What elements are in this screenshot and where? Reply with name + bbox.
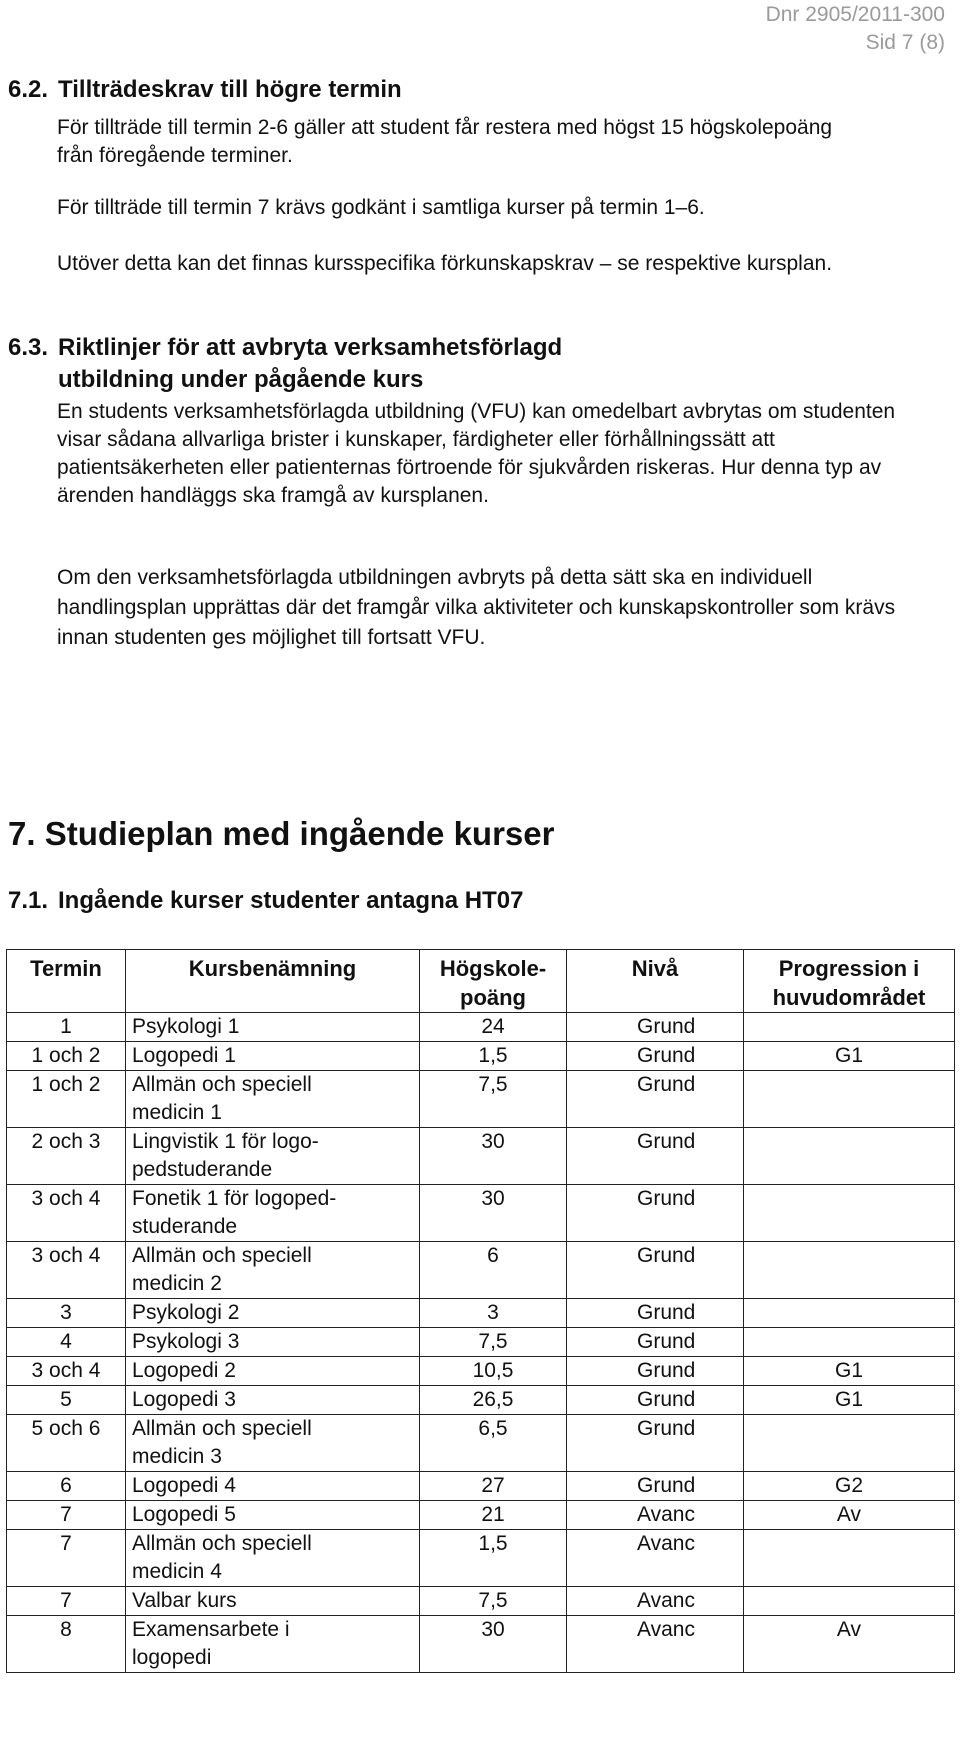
table-row: [7, 1242, 955, 1299]
section-title: Ingående kurser studenter antagna HT07: [58, 887, 524, 914]
cell-kursbenamning: Psykologi 1: [126, 1013, 420, 1042]
cell-termin: 5 och 6: [7, 1415, 126, 1472]
paragraph: För tillträde till termin 2-6 gäller att student får restera med högst 15 högskolepoäng från föregående terminer.: [57, 116, 833, 167]
table-row: [7, 1530, 955, 1587]
cell-niva: Grund: [567, 1071, 744, 1128]
cell-hogskolepoang: 1,5: [420, 1042, 567, 1071]
cell-progression: [744, 1128, 955, 1185]
cell-niva: Grund: [567, 1328, 744, 1357]
cell-hogskolepoang: 6: [420, 1242, 567, 1299]
table-row: [7, 1501, 955, 1530]
cell-niva: Grund: [567, 1357, 744, 1386]
cell-hogskolepoang: 10,5: [420, 1357, 567, 1386]
cell-progression: [744, 1071, 955, 1128]
cell-hogskolepoang: 7,5: [420, 1587, 567, 1616]
cell-progression: [744, 1299, 955, 1328]
cell-niva: Avanc: [567, 1530, 744, 1587]
section-7-1-heading: [8, 886, 523, 916]
cell-termin: 1 och 2: [7, 1071, 126, 1128]
table-row: [7, 1013, 955, 1042]
section-6-2-heading: [8, 75, 402, 105]
cell-progression: [744, 1587, 955, 1616]
cell-niva: Grund: [567, 1472, 744, 1501]
section-number: 6.2.: [8, 76, 49, 103]
cell-termin: 5: [7, 1386, 126, 1415]
table-header-row: [7, 950, 955, 1013]
section-title-line-2: utbildning under pågående kurs: [58, 366, 424, 393]
cell-progression: G1: [744, 1042, 955, 1071]
cell-niva: Grund: [567, 1013, 744, 1042]
cell-hogskolepoang: 30: [420, 1185, 567, 1242]
cell-hogskolepoang: 1,5: [420, 1530, 567, 1587]
table-row: [7, 1042, 955, 1071]
cell-termin: 3 och 4: [7, 1357, 126, 1386]
paragraph: En students verksamhetsförlagda utbildning (VFU) kan omedelbart avbrytas om studenten visar sådana allvarliga brister i kunskaper, färdigheter eller förhållningssätt att patientsäkerheten eller patienternas förtroende för sjukvården riskeras. Hur denna typ av ärenden handläggs ska framgå av kursplanen.: [57, 400, 896, 507]
cell-termin: 6: [7, 1472, 126, 1501]
page-number: Sid 7 (8): [865, 31, 945, 54]
section-6-3-heading: [8, 332, 562, 396]
cell-kursbenamning: Fonetik 1 för logoped- studerande: [126, 1185, 420, 1242]
column-header-kursbenamning: Kursbenämning: [126, 950, 420, 1013]
cell-termin: 7: [7, 1501, 126, 1530]
paragraph: Utöver detta kan det finnas kursspecifika förkunskapskrav – se respektive kursplan.: [57, 252, 833, 275]
cell-hogskolepoang: 7,5: [420, 1071, 567, 1128]
cell-progression: [744, 1328, 955, 1357]
cell-kursbenamning: Lingvistik 1 för logo- pedstuderande: [126, 1128, 420, 1185]
section-number: 6.3.: [8, 334, 49, 361]
column-header-hogskolepoang: Högskole- poäng: [420, 950, 567, 1013]
cell-kursbenamning: Logopedi 4: [126, 1472, 420, 1501]
cell-hogskolepoang: 24: [420, 1013, 567, 1042]
cell-termin: 2 och 3: [7, 1128, 126, 1185]
cell-niva: Grund: [567, 1415, 744, 1472]
cell-progression: [744, 1530, 955, 1587]
paragraph: För tillträde till termin 7 krävs godkänt i samtliga kurser på termin 1‒6.: [57, 196, 705, 219]
cell-kursbenamning: Allmän och speciell medicin 4: [126, 1530, 420, 1587]
table-row: [7, 1328, 955, 1357]
cell-progression: Av: [744, 1616, 955, 1673]
table-row: [7, 1472, 955, 1501]
cell-niva: Grund: [567, 1042, 744, 1071]
table-row: [7, 1357, 955, 1386]
cell-niva: Grund: [567, 1299, 744, 1328]
cell-kursbenamning: Psykologi 2: [126, 1299, 420, 1328]
cell-termin: 1 och 2: [7, 1042, 126, 1071]
table-row: [7, 1415, 955, 1472]
table-row: [7, 1616, 955, 1673]
cell-niva: Grund: [567, 1242, 744, 1299]
table-row: [7, 1071, 955, 1128]
cell-progression: [744, 1185, 955, 1242]
cell-termin: 3 och 4: [7, 1185, 126, 1242]
cell-termin: 3: [7, 1299, 126, 1328]
cell-niva: Avanc: [567, 1616, 744, 1673]
cell-niva: Avanc: [567, 1587, 744, 1616]
cell-kursbenamning: Allmän och speciell medicin 3: [126, 1415, 420, 1472]
cell-kursbenamning: Logopedi 1: [126, 1042, 420, 1071]
cell-niva: Grund: [567, 1386, 744, 1415]
cell-progression: G1: [744, 1386, 955, 1415]
paragraph: Om den verksamhetsförlagda utbildningen avbryts på detta sätt ska en individuell handlingsplan upprättas där det framgår vilka aktiviteter och kunskapskontroller som krävs innan studenten ges möjlighet till fortsatt VFU.: [57, 566, 896, 649]
column-header-progression: Progression i huvudområdet: [744, 950, 955, 1013]
table-row: [7, 1587, 955, 1616]
cell-termin: 7: [7, 1587, 126, 1616]
cell-niva: Avanc: [567, 1501, 744, 1530]
column-header-termin: Termin: [7, 950, 126, 1013]
cell-kursbenamning: Allmän och speciell medicin 2: [126, 1242, 420, 1299]
cell-kursbenamning: Logopedi 2: [126, 1357, 420, 1386]
cell-kursbenamning: Logopedi 5: [126, 1501, 420, 1530]
cell-niva: Grund: [567, 1185, 744, 1242]
cell-termin: 1: [7, 1013, 126, 1042]
cell-termin: 7: [7, 1530, 126, 1587]
column-header-niva: Nivå: [567, 950, 744, 1013]
table-row: [7, 1299, 955, 1328]
table-row: [7, 1185, 955, 1242]
cell-progression: G1: [744, 1357, 955, 1386]
cell-hogskolepoang: 26,5: [420, 1386, 567, 1415]
cell-kursbenamning: Logopedi 3: [126, 1386, 420, 1415]
cell-progression: [744, 1242, 955, 1299]
cell-kursbenamning: Examensarbete i logopedi: [126, 1616, 420, 1673]
cell-hogskolepoang: 3: [420, 1299, 567, 1328]
cell-termin: 3 och 4: [7, 1242, 126, 1299]
table-row: [7, 1128, 955, 1185]
cell-hogskolepoang: 6,5: [420, 1415, 567, 1472]
cell-hogskolepoang: 7,5: [420, 1328, 567, 1357]
cell-kursbenamning: Allmän och speciell medicin 1: [126, 1071, 420, 1128]
section-title: Tillträdeskrav till högre termin: [58, 76, 402, 103]
cell-termin: 4: [7, 1328, 126, 1357]
table-row: [7, 1386, 955, 1415]
document-reference: Dnr 2905/2011-300: [765, 3, 945, 26]
course-table: [6, 949, 955, 1673]
cell-progression: Av: [744, 1501, 955, 1530]
chapter-heading: 7. Studieplan med ingående kurser: [8, 815, 555, 852]
cell-progression: [744, 1415, 955, 1472]
cell-progression: [744, 1013, 955, 1042]
section-number: 7.1.: [8, 887, 49, 914]
cell-hogskolepoang: 21: [420, 1501, 567, 1530]
cell-kursbenamning: Valbar kurs: [126, 1587, 420, 1616]
section-title-line-1: Riktlinjer för att avbryta verksamhetsförlagd: [58, 334, 563, 361]
cell-hogskolepoang: 30: [420, 1616, 567, 1673]
cell-hogskolepoang: 27: [420, 1472, 567, 1501]
cell-hogskolepoang: 30: [420, 1128, 567, 1185]
cell-kursbenamning: Psykologi 3: [126, 1328, 420, 1357]
cell-progression: G2: [744, 1472, 955, 1501]
cell-termin: 8: [7, 1616, 126, 1673]
cell-niva: Grund: [567, 1128, 744, 1185]
